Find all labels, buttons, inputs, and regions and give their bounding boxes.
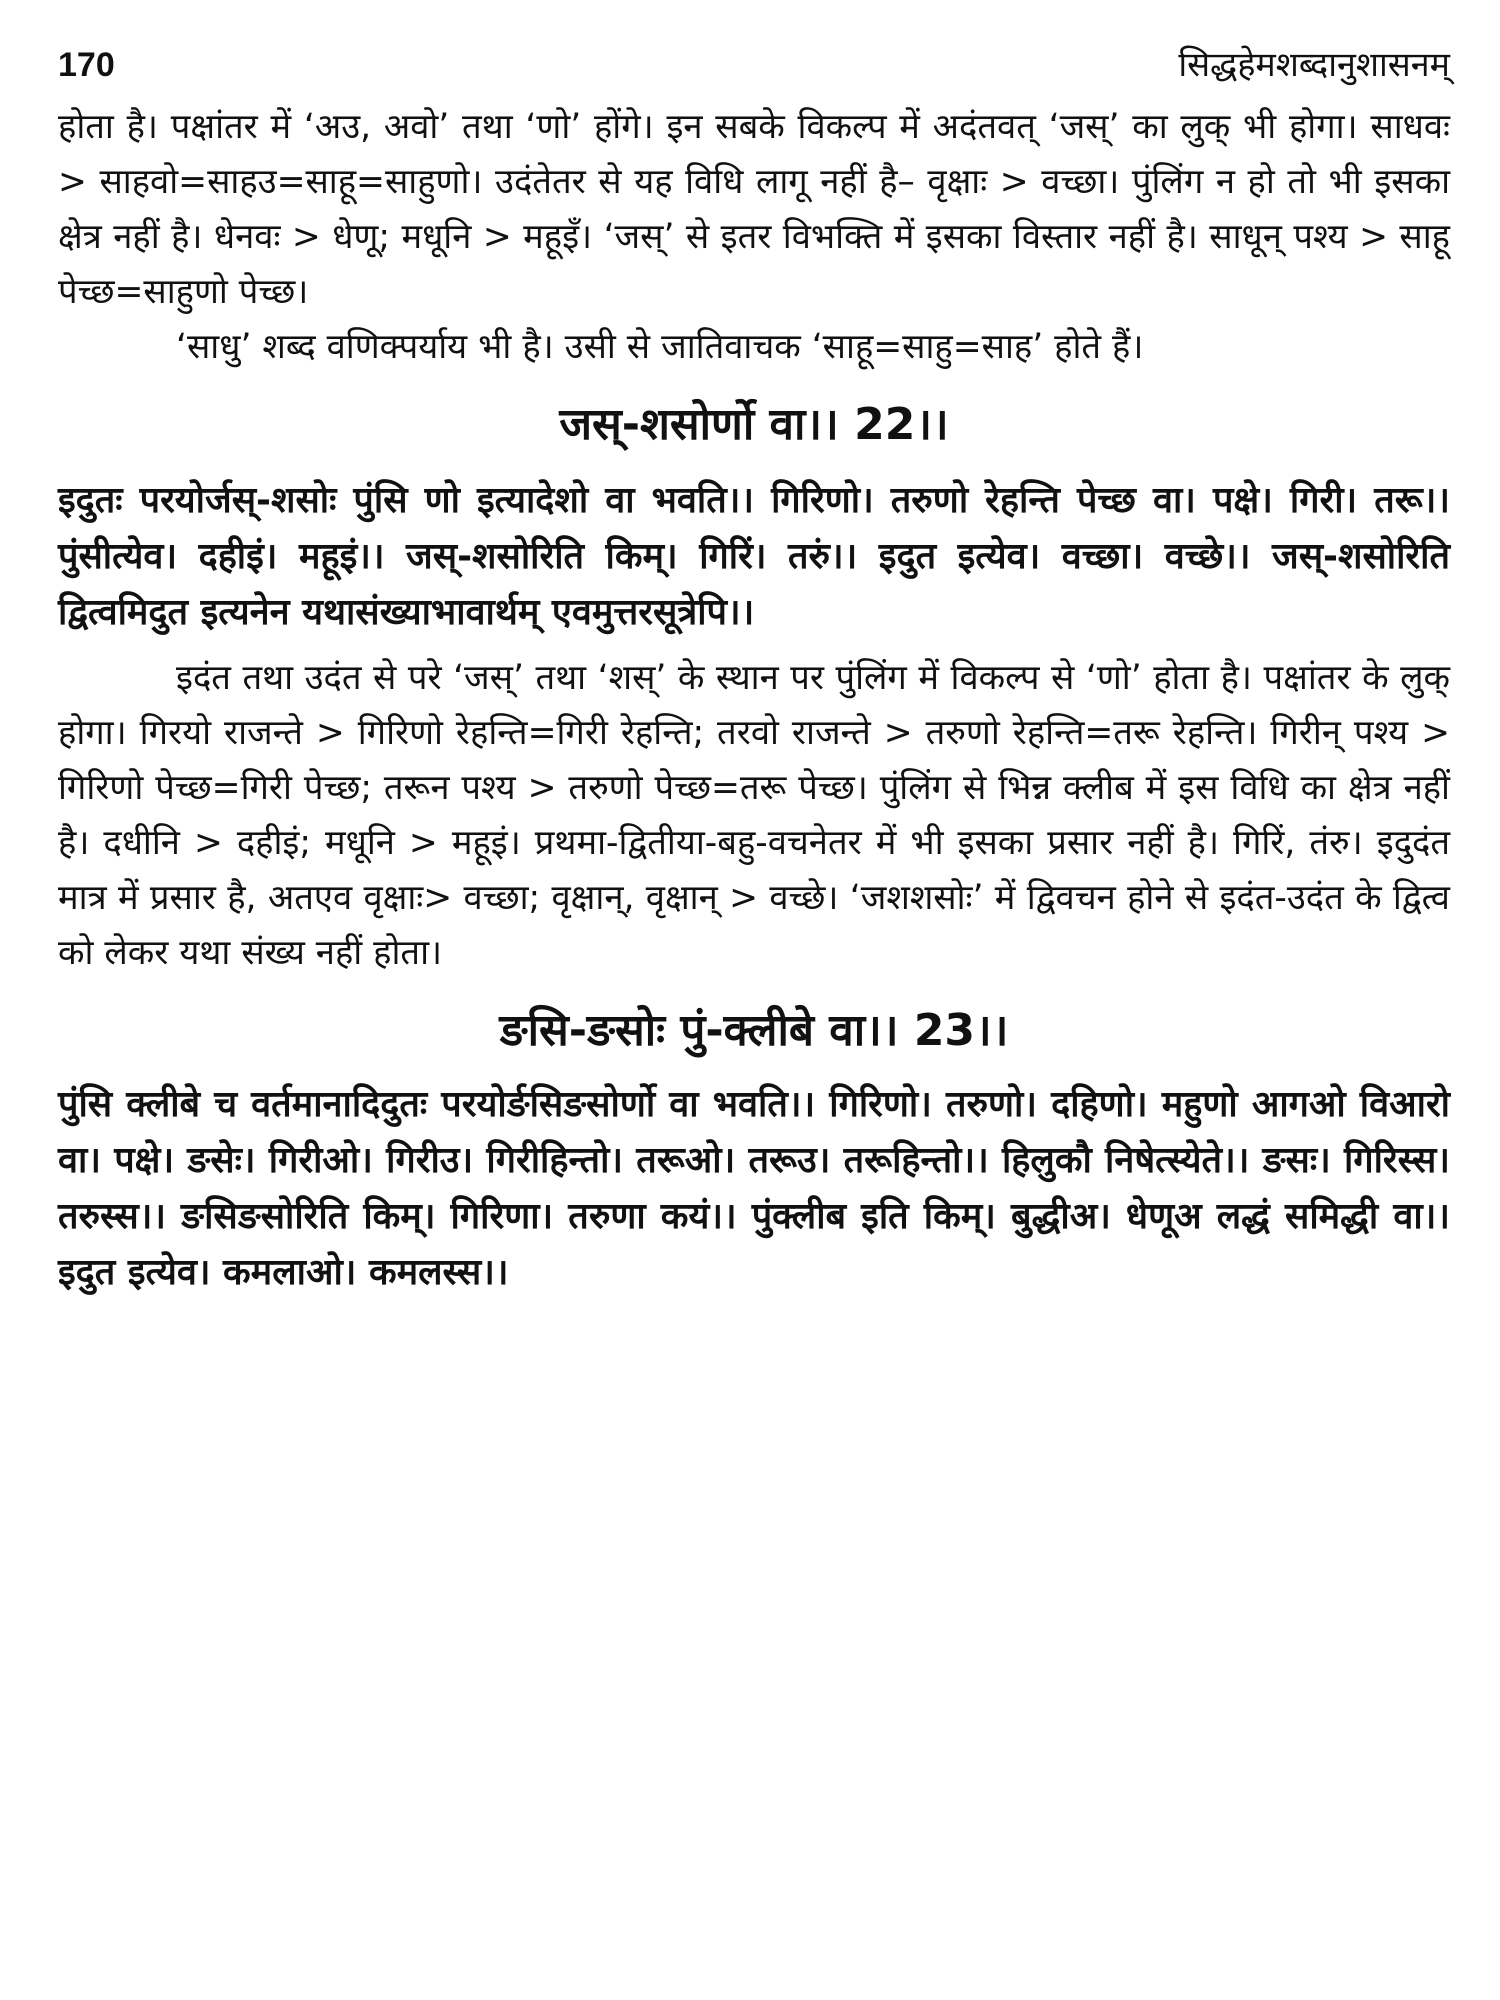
running-title: सिद्धहेमशब्दानुशासनम् <box>1178 45 1450 85</box>
sutra-23-text: पुंसि क्लीबे च वर्तमानादिदुतः परयोर्ङसिङसोर्णो वा भवति।। गिरिणो। तरुणो। दहिणो। महुणो आगओ विआरो वा। पक्षे। ङसेः। गिरीओ। गिरीउ। गिरीहिन्तो। तरूओ। तरूउ। तरूहिन्तो।। हिलुकौ निषेत्स्येते।। ङसः। गिरिस्स। तरुस्स।। ङसिङसोरिति किम्। गिरिणा। तरुणा कयं।। पुंक्लीब इति किम्। बुद्धीअ। धेणूअ लद्धं समिद्धी वा।। इदुत इत्येव। कमलाओ। कमलस्स।। <box>58 1084 1450 1293</box>
page-header <box>58 40 1450 100</box>
page-number: 170 <box>58 46 115 84</box>
sutra-22-commentary: इदंत तथा उदंत से परे ‘जस्’ तथा ‘शस्’ के स्थान पर पुंलिंग में विकल्प से ‘णो’ होता है। पक्षांतर के लुक् होगा। गिरयो राजन्ते > गिरिणो रेहन्ति=गिरी रेहन्ति; तरवो राजन्ते > तरुणो रेहन्ति=तरू रेहन्ति। गिरीन् पश्य > गिरिणो पेच्छ=गिरी पेच्छ; तरून पश्य > तरुणो पेच्छ=तरू पेच्छ। पुंलिंग से भिन्न क्लीब में इस विधि का क्षेत्र नहीं है। दधीनि > दहीइं; मधूनि > महूइं। प्रथमा-द्वितीया-बहु-वचनेतर में भी इसका प्रसार नहीं है। गिरिं, तंरु। इदुदंत मात्र में प्रसार है, अतएव वृक्षाः> वच्छा; वृक्षान्, वृक्षान् > वच्छे। ‘जशशसोः’ में द्विवचन होने से इदंत-उदंत के द्वित्व को लेकर यथा संख्य नहीं होता। <box>58 658 1450 973</box>
sutra-22-heading: जस्-शसोर्णो वा।। 22।। <box>559 399 949 450</box>
sutra-23-heading: ङसि-ङसोः पुं-क्लीबे वा।। 23।। <box>499 1005 1009 1056</box>
sutra-22-text: इदुतः परयोर्जस्-शसोः पुंसि णो इत्यादेशो वा भवति।। गिरिणो। तरुणो रेहन्ति पेच्छ वा। पक्षे। गिरी। तरू।। पुंसीत्येव। दहीइं। महूइं।। जस्-शसोरिति किम्। गिरिं। तरुं।। इदुत इत्येव। वच्छा। वच्छे।। जस्-शसोरिति द्वित्वमिदुत इत्यनेन यथासंख्याभावार्थम् एवमुत्तरसूत्रेपि।। <box>58 480 1450 633</box>
intro-paragraph-sadhu: ‘साधु’ शब्द वणिक्पर्याय भी है। उसी से जातिवाचक ‘साहू=साहु=साह’ होते हैं। <box>176 327 1144 367</box>
intro-paragraph: होता है। पक्षांतर में ‘अउ, अवो’ तथा ‘णो’ होंगे। इन सबके विकल्प में अदंतवत् ‘जस्’ का लुक् भी होगा। साधवः > साहवो=साहउ=साहू=साहुणो। उदंतेतर से यह विधि लागू नहीं है– वृक्षाः > वच्छा। पुंलिंग न हो तो भी इसका क्षेत्र नहीं है। धेनवः > धेणू; मधूनि > महूइँ। ‘जस्’ से इतर विभक्ति में इसका विस्तार नहीं है। साधून् पश्य > साहू पेच्छ=साहुणो पेच्छ। <box>58 107 1450 312</box>
